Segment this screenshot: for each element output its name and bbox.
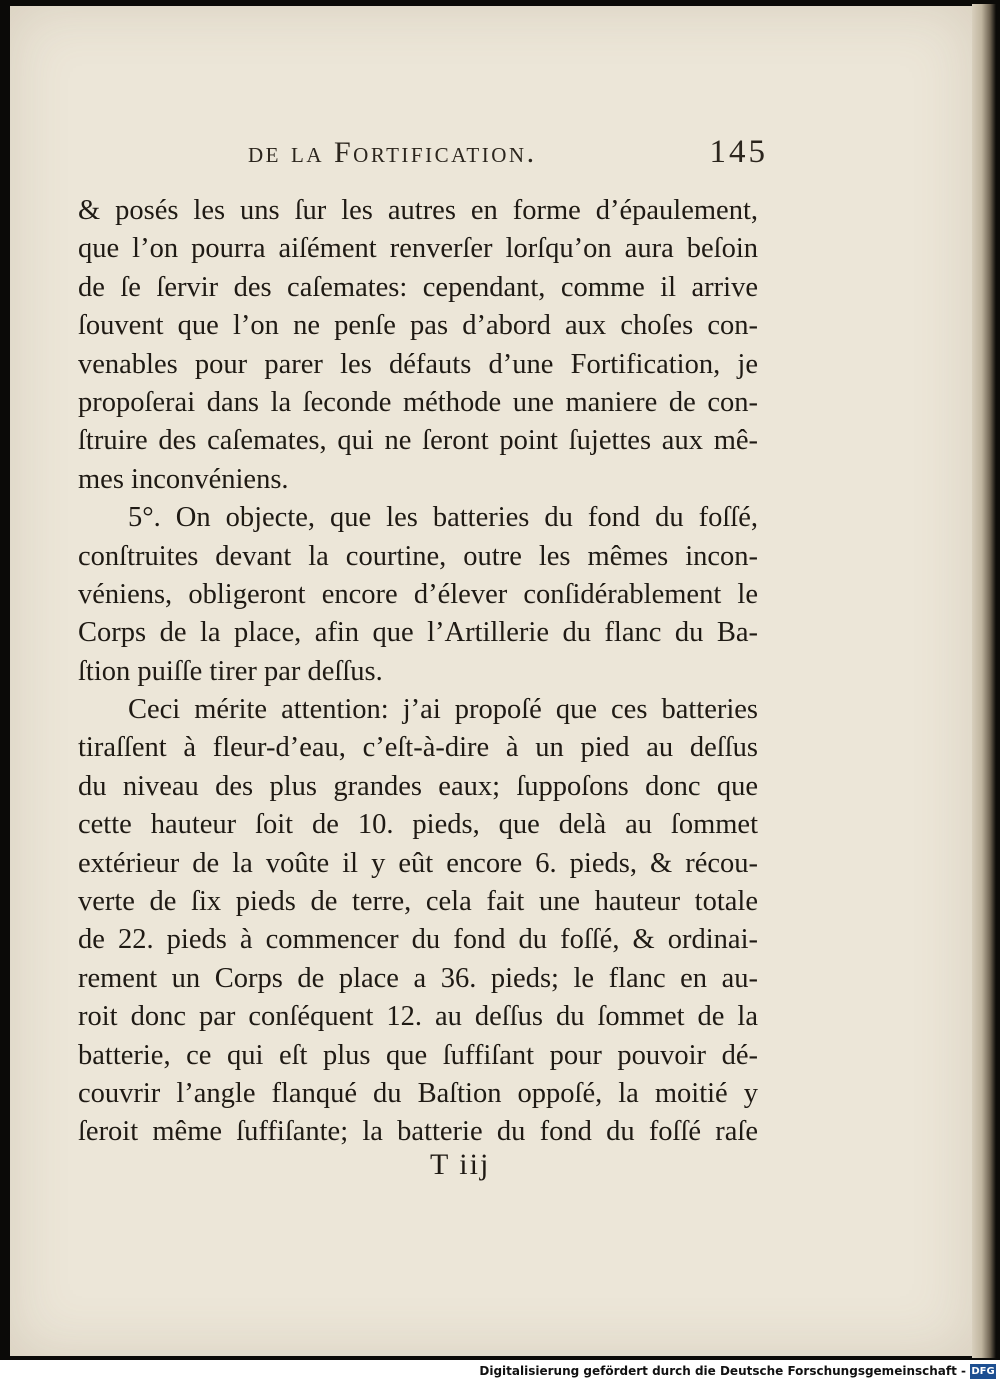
text-line: roit donc par conſéquent 12. au deſſus du ſommet de la [78,1001,758,1033]
text-line: 5°. On objecte, que les batteries du fond du foſſé, [128,502,758,534]
text-line: ſtruire des caſemates, qui ne ſeront point ſujettes aux mê- [78,425,758,457]
text-line: venables pour parer les défauts d’une Fortification, je [78,348,758,380]
text-line: cette hauteur ſoit de 10. pieds, que delà au ſommet [78,809,758,841]
page-edge [972,4,996,1358]
text-line: tiraſſent à fleur-d’eau, c’eſt-à-dire à un pied au deſſus [78,732,758,764]
text-line: de ſe ſervir des caſemates: cependant, comme il arrive [78,271,758,303]
text-line: ſeroit même ſuffiſante; la batterie du fond du foſſé raſe [78,1116,758,1148]
page-number: 145 [709,134,768,170]
text-line: extérieur de la voûte il y eût encore 6. pieds, & récou- [78,847,758,879]
funding-notice: Digitalisierung gefördert durch die Deutsche Forschungsgemeinschaft - [479,1364,966,1378]
body-text [78,192,758,1152]
text-line: de 22. pieds à commencer du fond du foſſé, & ordinai- [78,924,758,956]
text-line: du niveau des plus grandes eaux; ſuppoſons donc que [78,770,758,802]
text-line: batterie, ce qui eſt plus que ſuffiſant pour pouvoir dé- [78,1039,758,1071]
text-line: conſtruites devant la courtine, outre les mêmes incon- [78,540,758,572]
text-line: que l’on pourra aiſément renverſer lorſqu’on aura beſoin [78,233,758,265]
text-line: véniens, obligeront encore d’élever conſidérablement le [78,578,758,610]
text-line: couvrir l’angle flanqué du Baſtion oppoſé, la moitié y [78,1077,758,1109]
text-line: Ceci mérite attention: j’ai propoſé que ces batteries [128,694,758,726]
text-line: ſtion puiſſe tirer par deſſus. [78,655,383,687]
running-head [248,136,768,176]
text-line: Corps de la place, afin que l’Artillerie du flanc du Ba- [78,617,758,649]
text-line: rement un Corps de place a 36. pieds; le flanc en au- [78,962,758,994]
text-line: & posés les uns ſur les autres en forme d’épaulement, [78,195,758,226]
text-line: propoſerai dans la ſeconde méthode une maniere de con- [78,386,758,418]
text-line: ſouvent que l’on ne penſe pas d’abord aux choſes con- [78,310,758,342]
running-title: de la Fortification. [248,136,537,169]
dfg-logo: DFG [971,1366,995,1377]
signature-mark: T iij [430,1148,491,1181]
text-line: verte de ſix pieds de terre, cela fait une hauteur totale [78,886,758,918]
footer-bar [0,1360,1000,1384]
text-line: mes inconvéniens. [78,463,289,495]
